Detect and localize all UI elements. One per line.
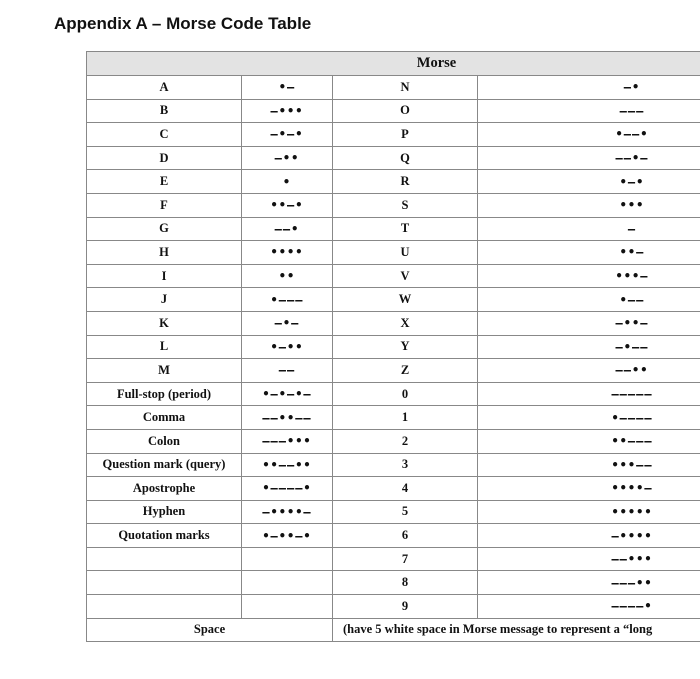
morse-cell: •–•• [242,335,333,359]
table-row [87,146,700,170]
char-cell: 1 [333,406,478,430]
morse-cell [242,595,333,619]
morse-cell: •–• [478,170,700,194]
char-cell: B [87,99,242,123]
char-cell: N [333,76,478,100]
char-cell: Q [333,146,478,170]
char-cell: 4 [333,477,478,501]
table-row [87,571,700,595]
morse-cell: •––– [242,288,333,312]
table-row [87,288,700,312]
char-cell: Z [333,359,478,383]
table-row [87,477,700,501]
char-cell: W [333,288,478,312]
morse-cell: –•••• [478,524,700,548]
morse-cell: •–– [478,288,700,312]
table-row [87,193,700,217]
morse-cell: •••• [242,241,333,265]
morse-cell: –•– [242,311,333,335]
morse-cell: ••– [478,241,700,265]
morse-cell: ––••–– [242,406,333,430]
char-cell: P [333,123,478,147]
morse-cell: ––––• [478,595,700,619]
morse-cell: ––––– [478,382,700,406]
char-cell: 2 [333,429,478,453]
table-row [87,429,700,453]
char-cell: Full-stop (period) [87,382,242,406]
morse-header: Morse [87,52,700,76]
char-cell: T [333,217,478,241]
morse-cell: – [478,217,700,241]
morse-cell: ••••• [478,500,700,524]
morse-cell: •–––– [478,406,700,430]
char-cell: U [333,241,478,265]
morse-cell: –––••• [242,429,333,453]
char-cell: D [87,146,242,170]
morse-cell: –––•• [478,571,700,595]
page-title: Appendix A – Morse Code Table [54,14,312,33]
morse-cell: ••• [478,193,700,217]
char-cell: 8 [333,571,478,595]
char-cell: R [333,170,478,194]
morse-cell: –• [478,76,700,100]
char-cell: F [87,193,242,217]
char-cell: Colon [87,429,242,453]
morse-cell: •– [242,76,333,100]
char-cell: A [87,76,242,100]
char-cell: Comma [87,406,242,430]
char-cell: 3 [333,453,478,477]
table-row [87,99,700,123]
char-cell: Apostrophe [87,477,242,501]
morse-cell: –••– [478,311,700,335]
table-row [87,264,700,288]
table-row [87,311,700,335]
char-cell [87,547,242,571]
char-cell: 5 [333,500,478,524]
char-cell: J [87,288,242,312]
morse-cell: •••– [478,264,700,288]
char-cell: Y [333,335,478,359]
space-row [87,618,700,642]
morse-cell: ––• [242,217,333,241]
char-cell: X [333,311,478,335]
morse-cell: –•–• [242,123,333,147]
morse-cell: –•• [242,146,333,170]
table-row [87,406,700,430]
morse-cell: –••••– [242,500,333,524]
table-row [87,595,700,619]
morse-cell: –••• [242,99,333,123]
table-row [87,241,700,265]
morse-cell: ••–• [242,193,333,217]
char-cell [87,571,242,595]
morse-cell: ••––– [478,429,700,453]
table-row [87,76,700,100]
table-row [87,453,700,477]
char-cell: L [87,335,242,359]
morse-cell: ––•– [478,146,700,170]
char-cell: 9 [333,595,478,619]
table-row [87,359,700,383]
morse-cell: • [242,170,333,194]
morse-cell: –– [242,359,333,383]
char-cell: S [333,193,478,217]
char-cell: I [87,264,242,288]
char-cell: G [87,217,242,241]
morse-cell: –•–– [478,335,700,359]
table-header-row [87,52,700,76]
morse-cell: •–••–• [242,524,333,548]
morse-cell [242,571,333,595]
char-cell: Hyphen [87,500,242,524]
morse-cell: •––––• [242,477,333,501]
table-row [87,382,700,406]
morse-cell: •••–– [478,453,700,477]
space-label: Space [87,618,333,642]
table-row [87,335,700,359]
char-cell: 6 [333,524,478,548]
table-row [87,524,700,548]
char-cell: Question mark (query) [87,453,242,477]
char-cell: K [87,311,242,335]
space-note: (have 5 white space in Morse message to represent a “long [333,618,700,642]
morse-cell: ––– [478,99,700,123]
char-cell: 0 [333,382,478,406]
char-cell: O [333,99,478,123]
morse-cell: ••••– [478,477,700,501]
table-row [87,500,700,524]
morse-cell: ––•• [478,359,700,383]
morse-cell: ––••• [478,547,700,571]
table-row [87,547,700,571]
table-row [87,217,700,241]
char-cell: E [87,170,242,194]
char-cell [87,595,242,619]
table-row [87,170,700,194]
morse-code-table [86,51,700,642]
morse-cell: •–•–•– [242,382,333,406]
char-cell: Quotation marks [87,524,242,548]
morse-cell: •––• [478,123,700,147]
table-row [87,123,700,147]
char-cell: H [87,241,242,265]
char-cell: V [333,264,478,288]
char-cell: M [87,359,242,383]
char-cell: C [87,123,242,147]
char-cell: 7 [333,547,478,571]
morse-cell: ••––•• [242,453,333,477]
morse-cell [242,547,333,571]
morse-cell: •• [242,264,333,288]
